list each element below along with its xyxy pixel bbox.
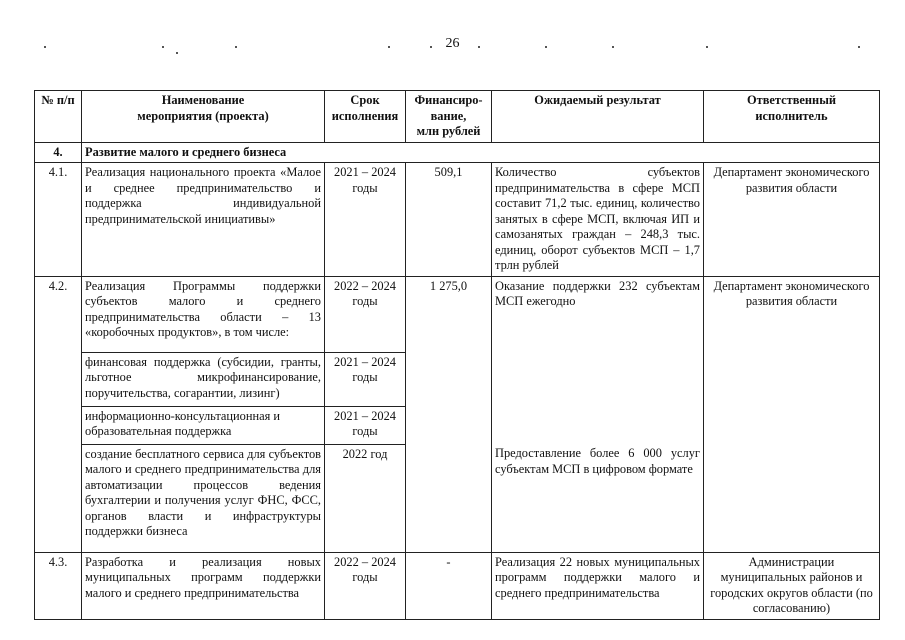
scan-speck: [545, 46, 547, 48]
row-name: Реализация Программы поддержки субъектов малого и среднего предпринимательства области – 13 «коробочных продуктов», в том числе:: [82, 276, 325, 352]
header-term: [325, 91, 406, 143]
header-result: Ожидаемый результат: [492, 91, 704, 143]
row-name: создание бесплатного сервиса для субъектов малого и среднего предпринимательства для автоматизации процессов ведения бухгалтерии и получения услуг ФНС, ФСС, органов власти и инфраструктуры поддержки бизнеса: [82, 444, 325, 552]
scan-speck: [478, 46, 480, 48]
header-fin-line: млн рублей: [416, 124, 481, 138]
row-financing: 1 275,0: [406, 276, 492, 552]
row-name: Разработка и реализация новых муниципальных программ поддержки малого и среднего предпринимательства: [82, 552, 325, 619]
term-line: 2021 – 2024: [334, 165, 396, 179]
table-row: [35, 276, 880, 352]
scan-speck: [430, 46, 432, 48]
row-responsible: Департамент экономического развития области: [704, 276, 880, 552]
row-financing: -: [406, 552, 492, 619]
row-term: [325, 352, 406, 406]
scan-speck: [235, 46, 237, 48]
section-row: [35, 142, 880, 163]
header-name-line: мероприятия (проекта): [137, 108, 269, 123]
header-name: [82, 91, 325, 143]
header-term-line: исполнения: [331, 108, 399, 123]
header-term-line: Срок: [350, 93, 380, 107]
term-line: годы: [352, 424, 378, 438]
scan-speck: [388, 46, 390, 48]
row-result: Реализация 22 новых муниципальных программ поддержки малого и среднего предпринимательства: [492, 552, 704, 619]
term-line: годы: [352, 180, 378, 195]
header-resp-line: Ответственный: [746, 93, 837, 107]
measures-table: [34, 90, 880, 620]
table-row: [35, 552, 880, 619]
row-term: 2022 год: [325, 444, 406, 552]
row-name: информационно-консультационная и образовательная поддержка: [82, 406, 325, 444]
term-line: 2021 – 2024: [334, 408, 396, 423]
row-result: Оказание поддержки 232 субъектам МСП ежегодно: [492, 276, 704, 444]
scan-speck: [176, 52, 178, 54]
term-line: годы: [352, 570, 378, 584]
row-name: Реализация национального проекта «Малое и среднее предпринимательство и поддержка индивидуальной предпринимательской инициативы»: [82, 163, 325, 277]
term-line: 2022 – 2024: [334, 554, 396, 569]
section-num: 4.: [35, 142, 82, 163]
row-term: [325, 276, 406, 352]
table-row: [35, 163, 880, 277]
term-line: 2022 – 2024: [334, 278, 396, 293]
row-num: 4.3.: [35, 552, 82, 619]
header-responsible: [704, 91, 880, 143]
row-term: [325, 552, 406, 619]
scan-speck: [706, 46, 708, 48]
row-term: [325, 406, 406, 444]
header-fin-line: Финансиро-: [414, 93, 483, 107]
row-term: [325, 163, 406, 277]
row-num: 4.2.: [35, 276, 82, 552]
scan-speck: [44, 46, 46, 48]
term-line: 2021 – 2024: [334, 354, 396, 369]
scan-speck: [612, 46, 614, 48]
header-resp-line: исполнитель: [755, 108, 828, 123]
row-financing: 509,1: [406, 163, 492, 277]
term-line: годы: [352, 294, 378, 308]
header-name-line: Наименование: [161, 93, 245, 107]
row-responsible: Департамент экономического развития области: [704, 163, 880, 277]
page-number: 26: [445, 36, 460, 51]
row-num: 4.1.: [35, 163, 82, 277]
header-financing: [406, 91, 492, 143]
row-result: Предоставление более 6 000 услуг субъектам МСП в цифровом формате: [492, 444, 704, 552]
header-num: № п/п: [35, 91, 82, 143]
term-line: годы: [352, 370, 378, 384]
row-name: финансовая поддержка (субсидии, гранты, льготное микрофинансирование, поручительства, согарантии, лизинг): [82, 352, 325, 406]
scan-speck: [162, 46, 164, 48]
section-title: Развитие малого и среднего бизнеса: [82, 142, 880, 163]
row-responsible: Администрации муниципальных районов и городских округов области (по согласованию): [704, 552, 880, 619]
row-result: Количество субъектов предпринимательства в сфере МСП составит 71,2 тыс. единиц, количество занятых в сфере МСП, включая ИП и самозанятых граждан – 248,3 тыс. единиц, оборот субъектов МСП – 1,7 трлн рублей: [492, 163, 704, 277]
header-fin-line: вание,: [430, 108, 467, 123]
table-header-row: [35, 91, 880, 143]
scan-speck: [858, 46, 860, 48]
